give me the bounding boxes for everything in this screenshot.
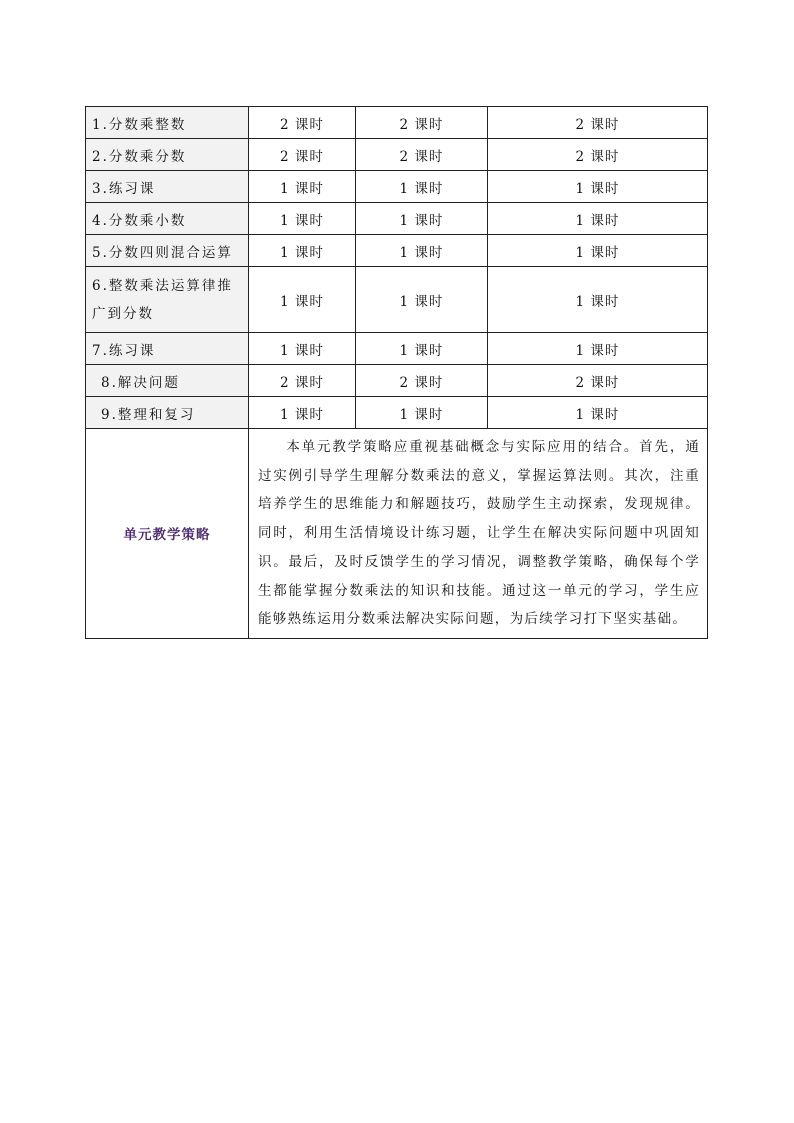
lesson-hours: 1 课时: [488, 235, 708, 267]
table-row: [86, 333, 708, 365]
lesson-item: 7.练习课: [86, 333, 249, 365]
lesson-item: 2.分数乘分数: [86, 139, 249, 171]
lesson-item: 8.解决问题: [86, 365, 249, 397]
lesson-item: 4.分数乘小数: [86, 203, 249, 235]
lesson-hours: 2 课时: [488, 139, 708, 171]
lesson-hours: 1 课时: [356, 267, 488, 333]
lesson-item: 9.整理和复习: [86, 397, 249, 429]
lesson-hours: 1 课时: [249, 397, 356, 429]
lesson-hours: 2 课时: [249, 365, 356, 397]
lesson-hours: 2 课时: [356, 107, 488, 139]
lesson-hours: 1 课时: [356, 235, 488, 267]
lesson-item: 5.分数四则混合运算: [86, 235, 249, 267]
strategy-text: 本单元教学策略应重视基础概念与实际应用的结合。首先，通过实例引导学生理解分数乘法的意义，掌握运算法则。其次，注重培养学生的思维能力和解题技巧，鼓励学生主动探索，发现规律。同时，利用生活情境设计练习题，让学生在解决实际问题中巩固知识。最后，及时反馈学生的学习情况，调整教学策略，确保每个学生都能掌握分数乘法的知识和技能。通过这一单元的学习，学生应能够熟练运用分数乘法解决实际问题，为后续学习打下坚实基础。: [249, 429, 708, 639]
lesson-hours: 1 课时: [488, 171, 708, 203]
lesson-item: 3.练习课: [86, 171, 249, 203]
table-row: [86, 107, 708, 139]
strategy-label: 单元教学策略: [86, 429, 249, 639]
strategy-row: [86, 429, 708, 639]
lesson-hours: 1 课时: [488, 333, 708, 365]
lesson-hours: 1 课时: [356, 171, 488, 203]
lesson-hours: 1 课时: [356, 397, 488, 429]
lesson-hours: 1 课时: [488, 267, 708, 333]
table-row: [86, 267, 708, 333]
table-row: [86, 171, 708, 203]
lesson-hours: 1 课时: [249, 203, 356, 235]
lesson-hours: 1 课时: [356, 333, 488, 365]
lesson-hours: 1 课时: [249, 235, 356, 267]
lesson-hours: 2 课时: [488, 365, 708, 397]
lesson-hours: 2 课时: [356, 365, 488, 397]
lesson-item: 1.分数乘整数: [86, 107, 249, 139]
lesson-hours: 2 课时: [356, 139, 488, 171]
table-row: [86, 235, 708, 267]
table-row: [86, 397, 708, 429]
lesson-schedule-table: [85, 106, 708, 639]
lesson-hours: 1 课时: [356, 203, 488, 235]
lesson-hours: 1 课时: [249, 171, 356, 203]
lesson-hours: 1 课时: [249, 333, 356, 365]
table-row: [86, 139, 708, 171]
table-row: [86, 203, 708, 235]
lesson-hours: 1 课时: [488, 397, 708, 429]
table-row: [86, 365, 708, 397]
lesson-hours: 1 课时: [488, 203, 708, 235]
lesson-hours: 1 课时: [249, 267, 356, 333]
lesson-item: 6.整数乘法运算律推广到分数: [86, 267, 249, 333]
lesson-hours: 2 课时: [249, 107, 356, 139]
lesson-hours: 2 课时: [249, 139, 356, 171]
lesson-hours: 2 课时: [488, 107, 708, 139]
